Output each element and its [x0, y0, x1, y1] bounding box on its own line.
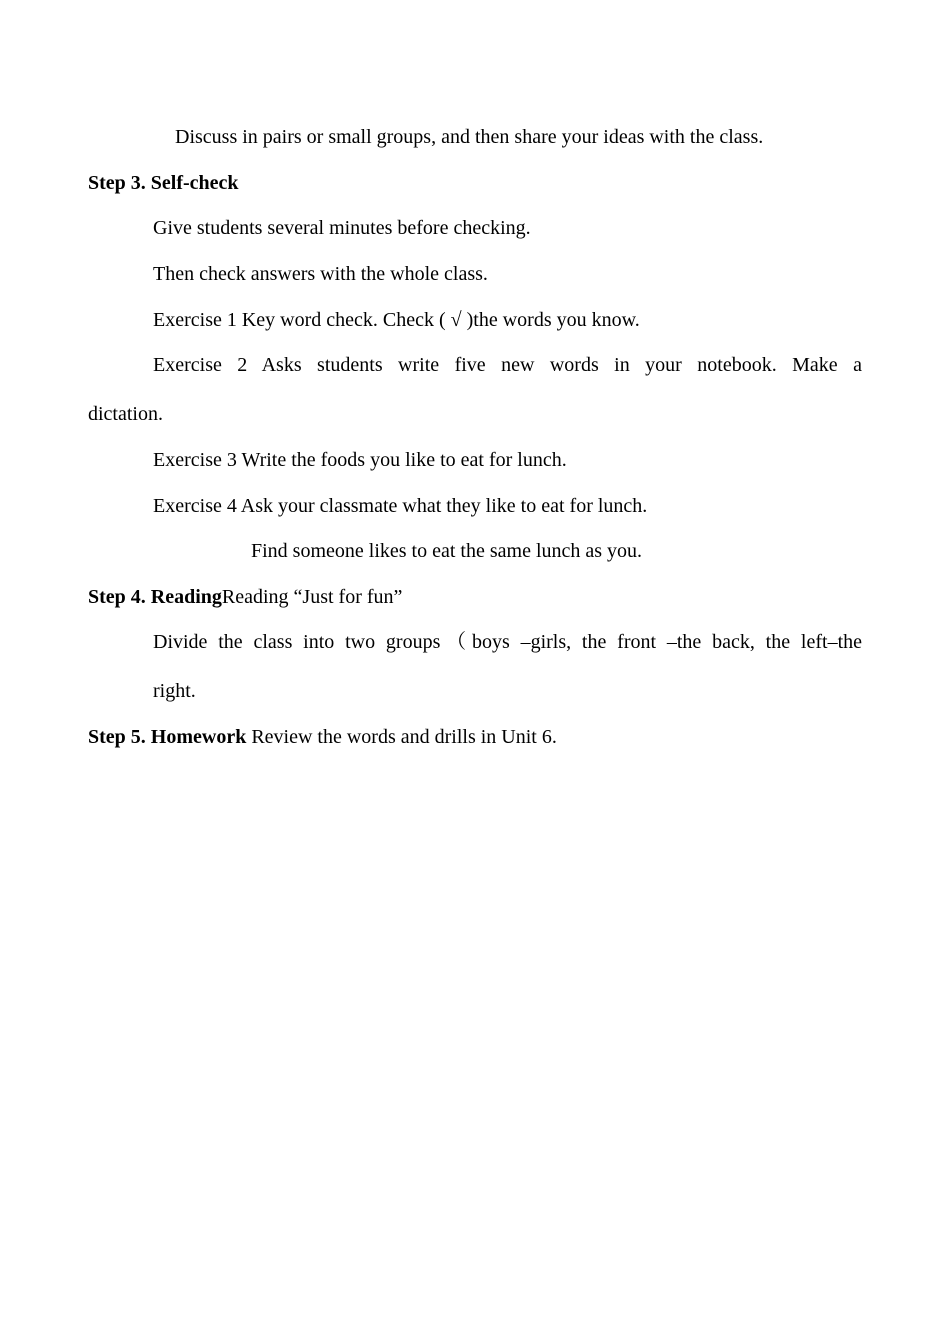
- exercise4-line: Exercise 4 Ask your classmate what they like to eat for lunch.: [153, 495, 648, 517]
- divide-line-2: right.: [153, 680, 196, 702]
- step3-heading: Step 3. Self-check: [88, 172, 239, 194]
- exercise1-line: Exercise 1 Key word check. Check ( √ )the words you know.: [153, 309, 640, 331]
- step5-line: [88, 725, 557, 749]
- divide-line-1: Divide the class into two groups（boys –girls, the front –the back, the left–the: [153, 631, 862, 653]
- exercise3-line: Exercise 3 Write the foods you like to eat for lunch.: [153, 449, 567, 471]
- step3-line-2: Then check answers with the whole class.: [153, 263, 488, 285]
- discuss-line: Discuss in pairs or small groups, and then share your ideas with the class.: [175, 126, 764, 148]
- step5-text: Review the words and drills in Unit 6.: [246, 726, 557, 748]
- step4-heading: Step 4. Reading: [88, 586, 222, 608]
- exercise4-sub-line: Find someone likes to eat the same lunch as you.: [251, 540, 643, 562]
- step5-heading: Step 5. Homework: [88, 726, 247, 748]
- step3-line-1: Give students several minutes before checking.: [153, 217, 531, 239]
- exercise2-line-1: Exercise 2 Asks students write five new words in your notebook. Make a: [153, 354, 862, 376]
- step4-text: Reading “Just for fun”: [221, 586, 403, 608]
- exercise2-line-2: dictation.: [88, 403, 163, 425]
- step4-line: [88, 585, 402, 609]
